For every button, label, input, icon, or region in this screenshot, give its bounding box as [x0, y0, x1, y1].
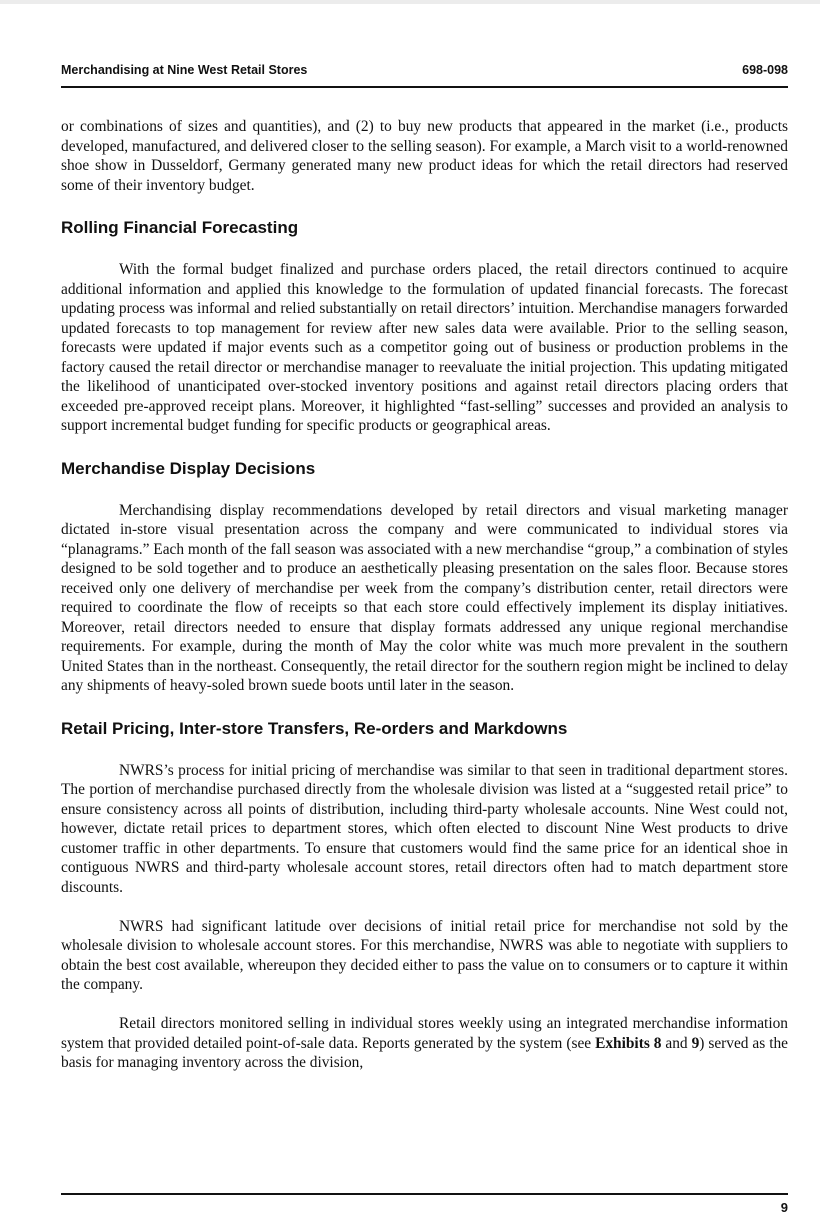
section-heading-merchandise-display: Merchandise Display Decisions — [61, 458, 316, 478]
paragraph-monitoring — [61, 1014, 788, 1073]
viewer-top-bar — [0, 0, 820, 4]
paragraph-continued: or combinations of sizes and quantities), and (2) to buy new products that appeared in the market (i.e., products developed, manufactured, and delivered closer to the selling season). For example, a March visit to a world-renowned shoe show in Dusseldorf, Germany generated many new product ideas for which the retail directors had reserved some of their inventory budget. — [61, 118, 788, 194]
section-heading-rolling-financial-forecasting: Rolling Financial Forecasting — [61, 218, 299, 237]
paragraph-display: Merchandising display recommendations developed by retail directors and visual marketing manager dictated in-store visual presentation across the company and were communicated to individual stores via “planagrams.” Each month of the fall season was associated with a new merchandise “group,” a combination of styles designed to be sold together and to produce an aesthetically pleasing presentation on the sales floor. Because stores received only one delivery of merchandise per week from the company’s distribution center, retail directors were required to coordinate the flow of receipts so that each store could effectively implement its display initiatives. Moreover, retail directors needed to ensure that display formats addressed any unique regional merchandise requirements. For example, during the month of May the color white was much more prevalent in the southern United States than in the northeast. Consequently, the retail director for the southern region might be inclined to delay any shipments of heavy-soled brown suede boots until later in the season. — [61, 501, 788, 694]
paragraph-monitoring-text: Retail directors monitored selling in individual stores weekly using an integrated merchandise information system that provided detailed point-of-sale data. Reports generated by the system (see — [61, 1015, 788, 1052]
running-header — [61, 63, 788, 79]
case-number: 698-098 — [742, 63, 788, 77]
document-title: Merchandising at Nine West Retail Stores — [61, 63, 308, 77]
paragraph-monitoring-and: and — [661, 1034, 692, 1052]
paragraph-forecasting: With the formal budget finalized and purchase orders placed, the retail directors continued to acquire additional information and applied this knowledge to the formulation of updated financial forecasts. The forecast updating process was informal and relied substantially on retail directors’ intuition. Merchandise managers forwarded updated forecasts to top management for review after new sales data were available. Prior to the selling season, forecasts were updated if major events such as a competitor going out of business or production problems in the factory caused the retail director or merchandise manager to reevaluate the initial projection. This updating mitigated the likelihood of unanticipated over-stocked inventory positions and against retail directors placing orders that exceeded pre-approved receipt plans. Moreover, it highlighted “fast-selling” successes and provided an analysis to support incremental budget funding for specific products or geographical areas. — [61, 261, 788, 434]
page-body — [61, 117, 788, 1073]
page-number: 9 — [780, 1200, 788, 1215]
section-heading-retail-pricing: Retail Pricing, Inter-store Transfers, Re-orders and Markdowns — [61, 718, 568, 738]
footer-rule — [61, 1193, 788, 1195]
header-rule — [61, 86, 788, 88]
paragraph-latitude: NWRS had significant latitude over decisions of initial retail price for merchandise not sold by the wholesale division to wholesale account stores. For this merchandise, NWRS was able to negotiate with suppliers to obtain the best cost available, whereupon they decided either to pass the value on to consumers or to capture it within the company. — [61, 917, 788, 993]
paragraph-monitoring-text-end: ) served as the basis for managing inventory across the division, — [61, 1034, 788, 1071]
exhibit-reference-9: 9 — [691, 1034, 700, 1052]
exhibit-reference-8: Exhibits 8 — [595, 1034, 662, 1052]
paragraph-pricing: NWRS’s process for initial pricing of merchandise was similar to that seen in traditional department stores. The portion of merchandise purchased directly from the wholesale division was listed at a “suggested retail price” to ensure consistency across all points of distribution, including third-party wholesale accounts. Nine West could not, however, dictate retail prices to department stores, which often elected to discount Nine West products to drive customer traffic in other departments. To ensure that customers would find the same price for an identical shoe in contiguous NWRS and third-party wholesale account stores, retail directors often had to match department store discounts. — [61, 761, 788, 896]
